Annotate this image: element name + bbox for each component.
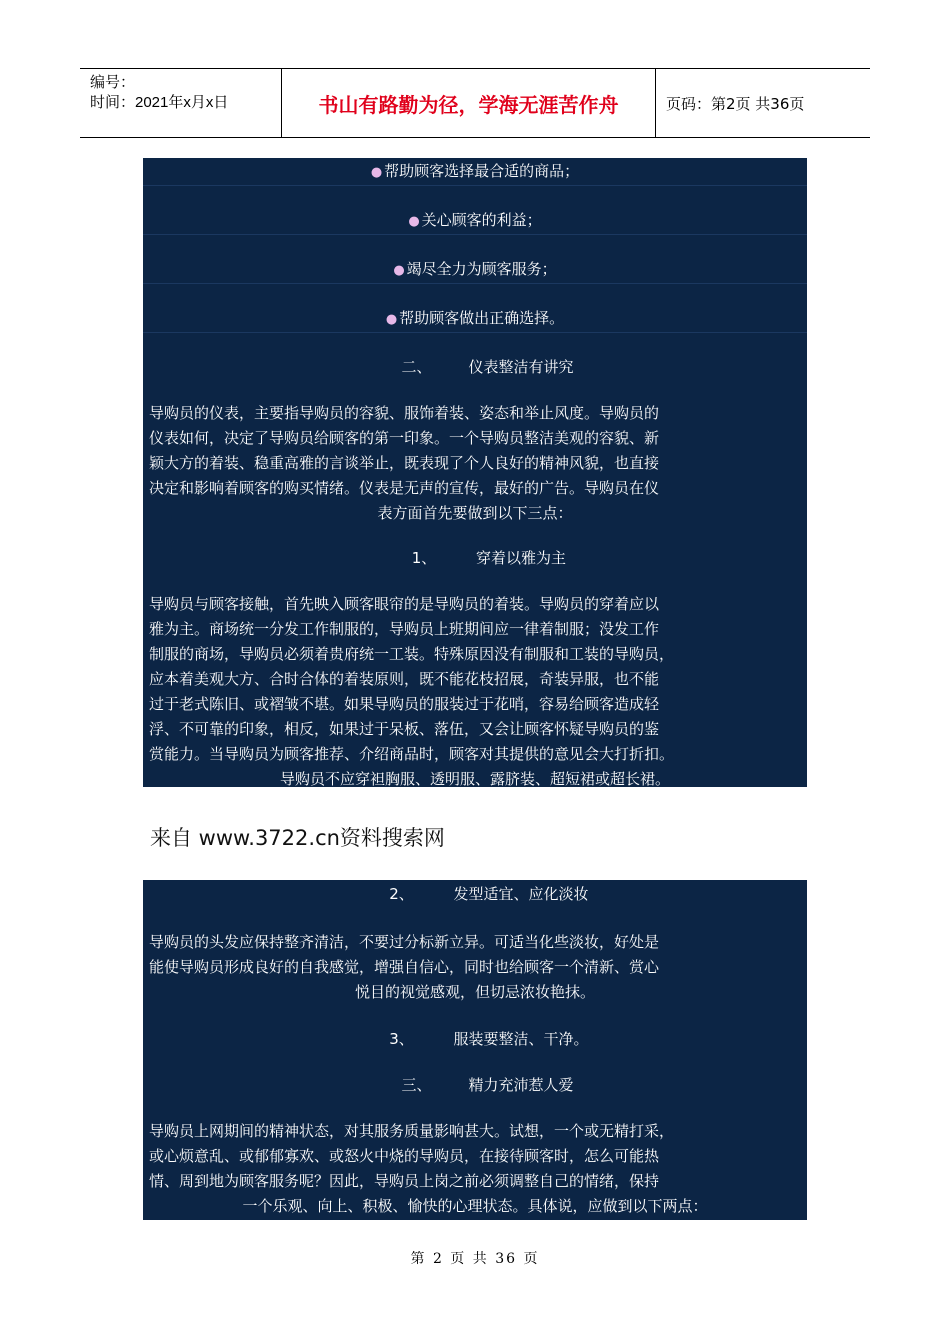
paragraph: 导购员与顾客接触，首先映入顾客眼帘的是导购员的着装。导购员的穿着应以 雅为主。商场统一分发工作制服的，导购员上班期间应一律着制服；没发工作 制服的商场，导购员必须着贵府统一工装。特殊原因没有制服和工装的导购员， 应本着美观大方、合时合体的着装原则，既不能花枝招展，奇装异服，也不能 过于老式陈旧、或褶皱不堪。如果导购员的服装过于花哨，容易给顾客造成轻 浮、不可靠的印象，相反，如果过于呆板、落伍，又会让顾客怀疑导购员的鉴 赏能力。当导购员为顾客推荐、介绍商品时，顾客对其提供的意见会大打折扣。 导购员不应穿袒胸服、透明服、露脐装、超短裙或超长裙。 [149, 595, 675, 788]
number-label: 编号： [90, 74, 136, 91]
bullet-item: ● 竭尽全力为顾客服务； [143, 257, 807, 284]
page-header [80, 68, 870, 138]
paragraph: 导购员的头发应保持整齐清洁，不要过分标新立异。可适当化些淡妆，好处是 能使导购员形成良好的自我感觉，增强自信心，同时也给顾客一个清新、赏心 悦目的视觉感观，但切忌浓妆艳抹。 [149, 933, 660, 1001]
subsection-heading: 3、 服装要整洁、干净。 [389, 1030, 589, 1048]
header-meta [80, 69, 282, 137]
header-motto: 书山有路勤为径，学海无涯苦作舟 [282, 69, 656, 137]
source-caption: 来自 www.3722.cn资料搜索网 [150, 826, 445, 850]
page-footer: 第 2 页 共 36 页 [410, 1251, 540, 1267]
time-label: 时间：2021年x月x日 [90, 94, 229, 111]
bullet-dot-icon: ● [370, 165, 383, 180]
bullet-dot-icon: ● [408, 214, 420, 229]
bullet-dot-icon: ● [393, 263, 405, 278]
paragraph: 导购员上网期间的精神状态，对其服务质量影响甚大。试想，一个或无精打采， 或心烦意乱、或郁郁寡欢、或怒火中烧的导购员，在接待顾客时，怎么可能热 情、周到地为顾客服务呢？因此，导购员上岗之前必须调整自己的情绪，保持 一个乐观、向上、积极、愉快的心理状态。具体说，应做到以下两点： [149, 1122, 708, 1215]
bullet-item: ● 帮助顾客做出正确选择。 [143, 306, 807, 333]
content-panel-1 [143, 158, 807, 787]
content-panel-2 [143, 880, 807, 1220]
bullet-item: ● 关心顾客的利益； [143, 208, 807, 235]
bullet-item: ● 帮助顾客选择最合适的商品； [143, 159, 807, 186]
header-page-info: 页码：第2页 共36页 [666, 94, 805, 113]
bullet-dot-icon: ● [385, 312, 398, 327]
subsection-heading: 2、 发型适宜、应化淡妆 [389, 885, 589, 903]
paragraph: 导购员的仪表，主要指导购员的容貌、服饰着装、姿态和举止风度。导购员的 仪表如何，决定了导购员给顾客的第一印象。一个导购员整洁美观的容貌、新 颖大方的着装、稳重高雅的言谈举止，既表现了个人良好的精神风貌，也直接 决定和影响着顾客的购买情绪。仪表是无声的宣传，最好的广告。导购员在仪 表方面首先要做到以下三点： [149, 404, 660, 522]
subsection-heading: 1、 穿着以雅为主 [411, 549, 566, 567]
section-heading: 三、 精力充沛惹人爱 [401, 1076, 574, 1094]
section-heading: 二、 仪表整洁有讲究 [401, 358, 574, 376]
